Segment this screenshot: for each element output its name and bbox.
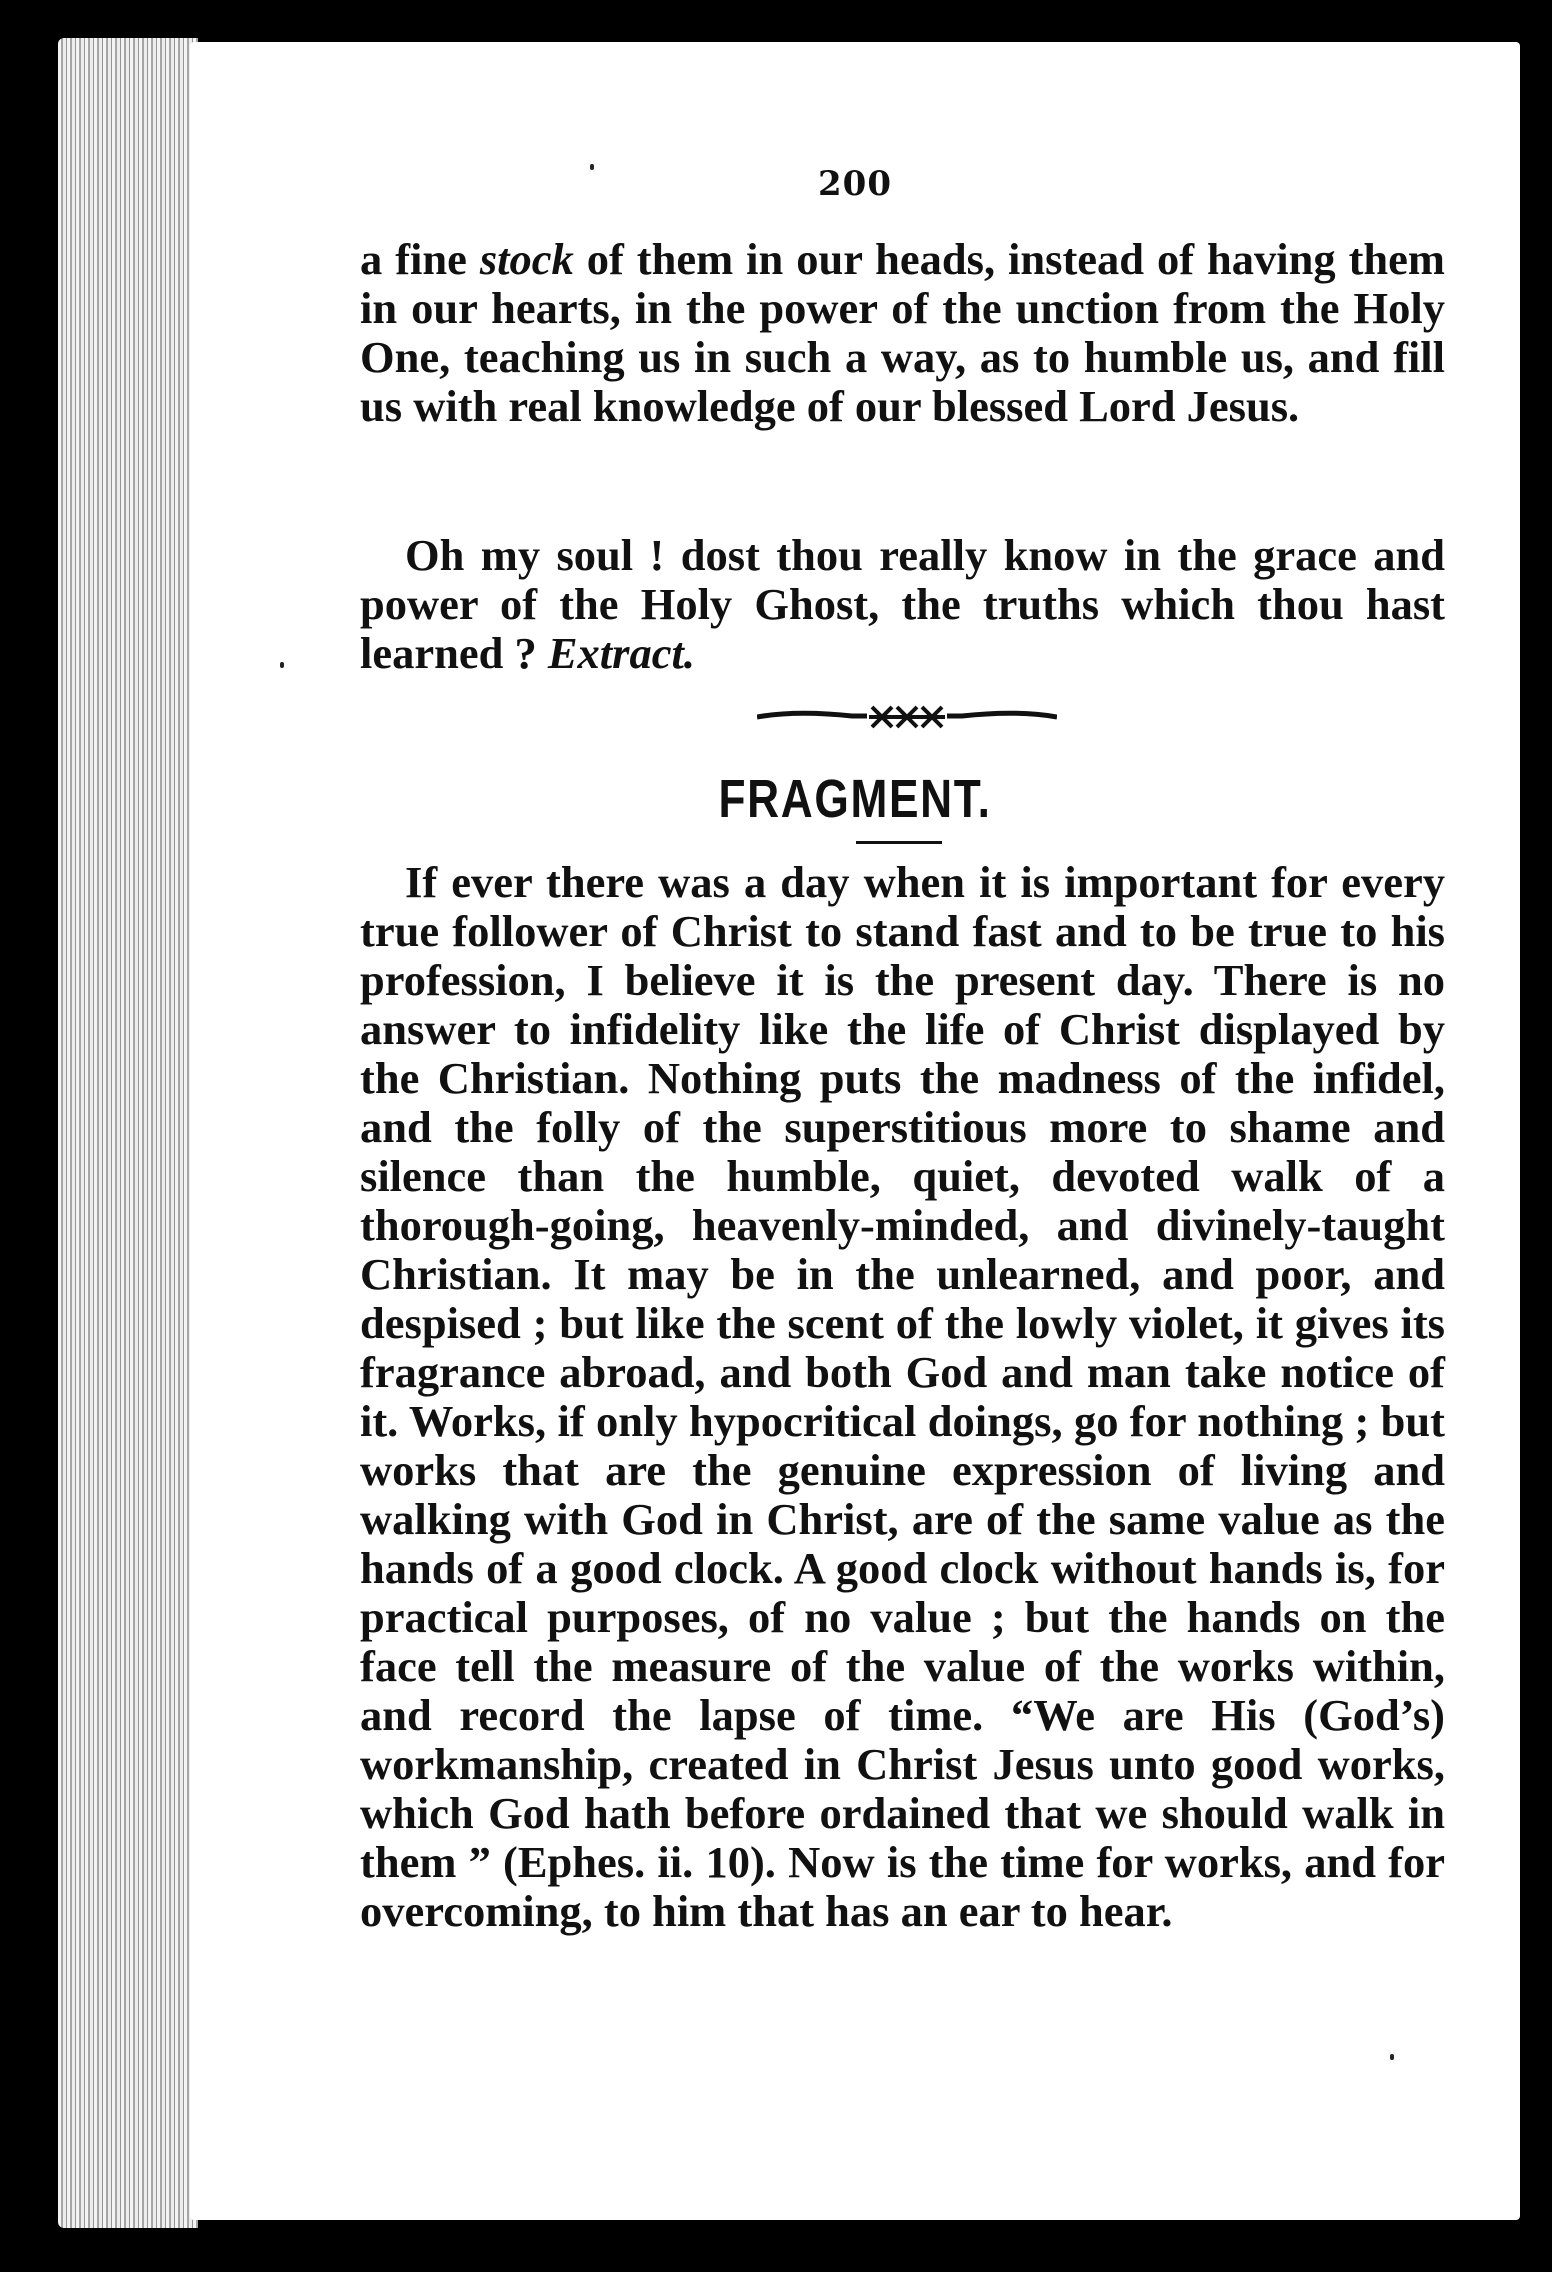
book-page xyxy=(190,42,1520,2220)
paragraph-continued xyxy=(360,235,1445,431)
paragraph-continued-text: of them in our heads, instead of having them in our hearts, in the power of the unction from the Holy One, teaching us in such a way, as to humble us, and fill us with real knowledge of our blessed Lord Jesus. xyxy=(360,234,1445,431)
fragment-paragraph: If ever there was a day when it is important for every true follower of Christ to stand fast and to be true to his profession, I believe it is the present day. There is no answer to infidelity like the life of Christ displayed by the Christian. Nothing puts the madness of the infidel, and the folly of the superstitious more to shame and silence than the humble, quiet, devoted walk of a thorough-going, heavenly-minded, and divinely-taught Christian. It may be in the unlearned, and poor, and despised ; but like the scent of the lowly violet, it gives its fragrance abroad, and both God and man take notice of it. Works, if only hypocritical doings, go for nothing ; but works that are the genuine expression of living and walking with God in Christ, are of the same value as the hands of a good clock. A good clock without hands is, for practical purposes, of no value ; but the hands on the face tell the measure of the value of the works within, and record the lapse of time. “We are His (God’s) workmanship, created in Christ Jesus unto good works, which God hath before ordained that we should walk in them ” (Ephes. ii. 10). Now is the time for works, and for overcoming, to him that has an ear to hear. xyxy=(360,857,1445,1936)
italic-word-stock: stock xyxy=(479,234,574,284)
print-speck xyxy=(590,164,594,170)
paragraph-continued-prefix: a fine xyxy=(360,234,480,284)
heading-rule xyxy=(856,841,942,844)
ornament-divider xyxy=(757,702,1057,732)
section-heading: FRAGMENT. xyxy=(718,769,992,829)
print-speck xyxy=(1390,2054,1394,2060)
page-number: 200 xyxy=(818,164,892,204)
print-speck xyxy=(280,662,284,668)
paragraph-soul xyxy=(360,531,1445,678)
source-extract: Extract. xyxy=(547,628,695,678)
paragraph-soul-text: Oh my soul ! dost thou really know in the grace and power of the Holy Ghost, the truths which thou hast learned ? xyxy=(360,530,1445,678)
book-page-edges xyxy=(58,38,198,2228)
